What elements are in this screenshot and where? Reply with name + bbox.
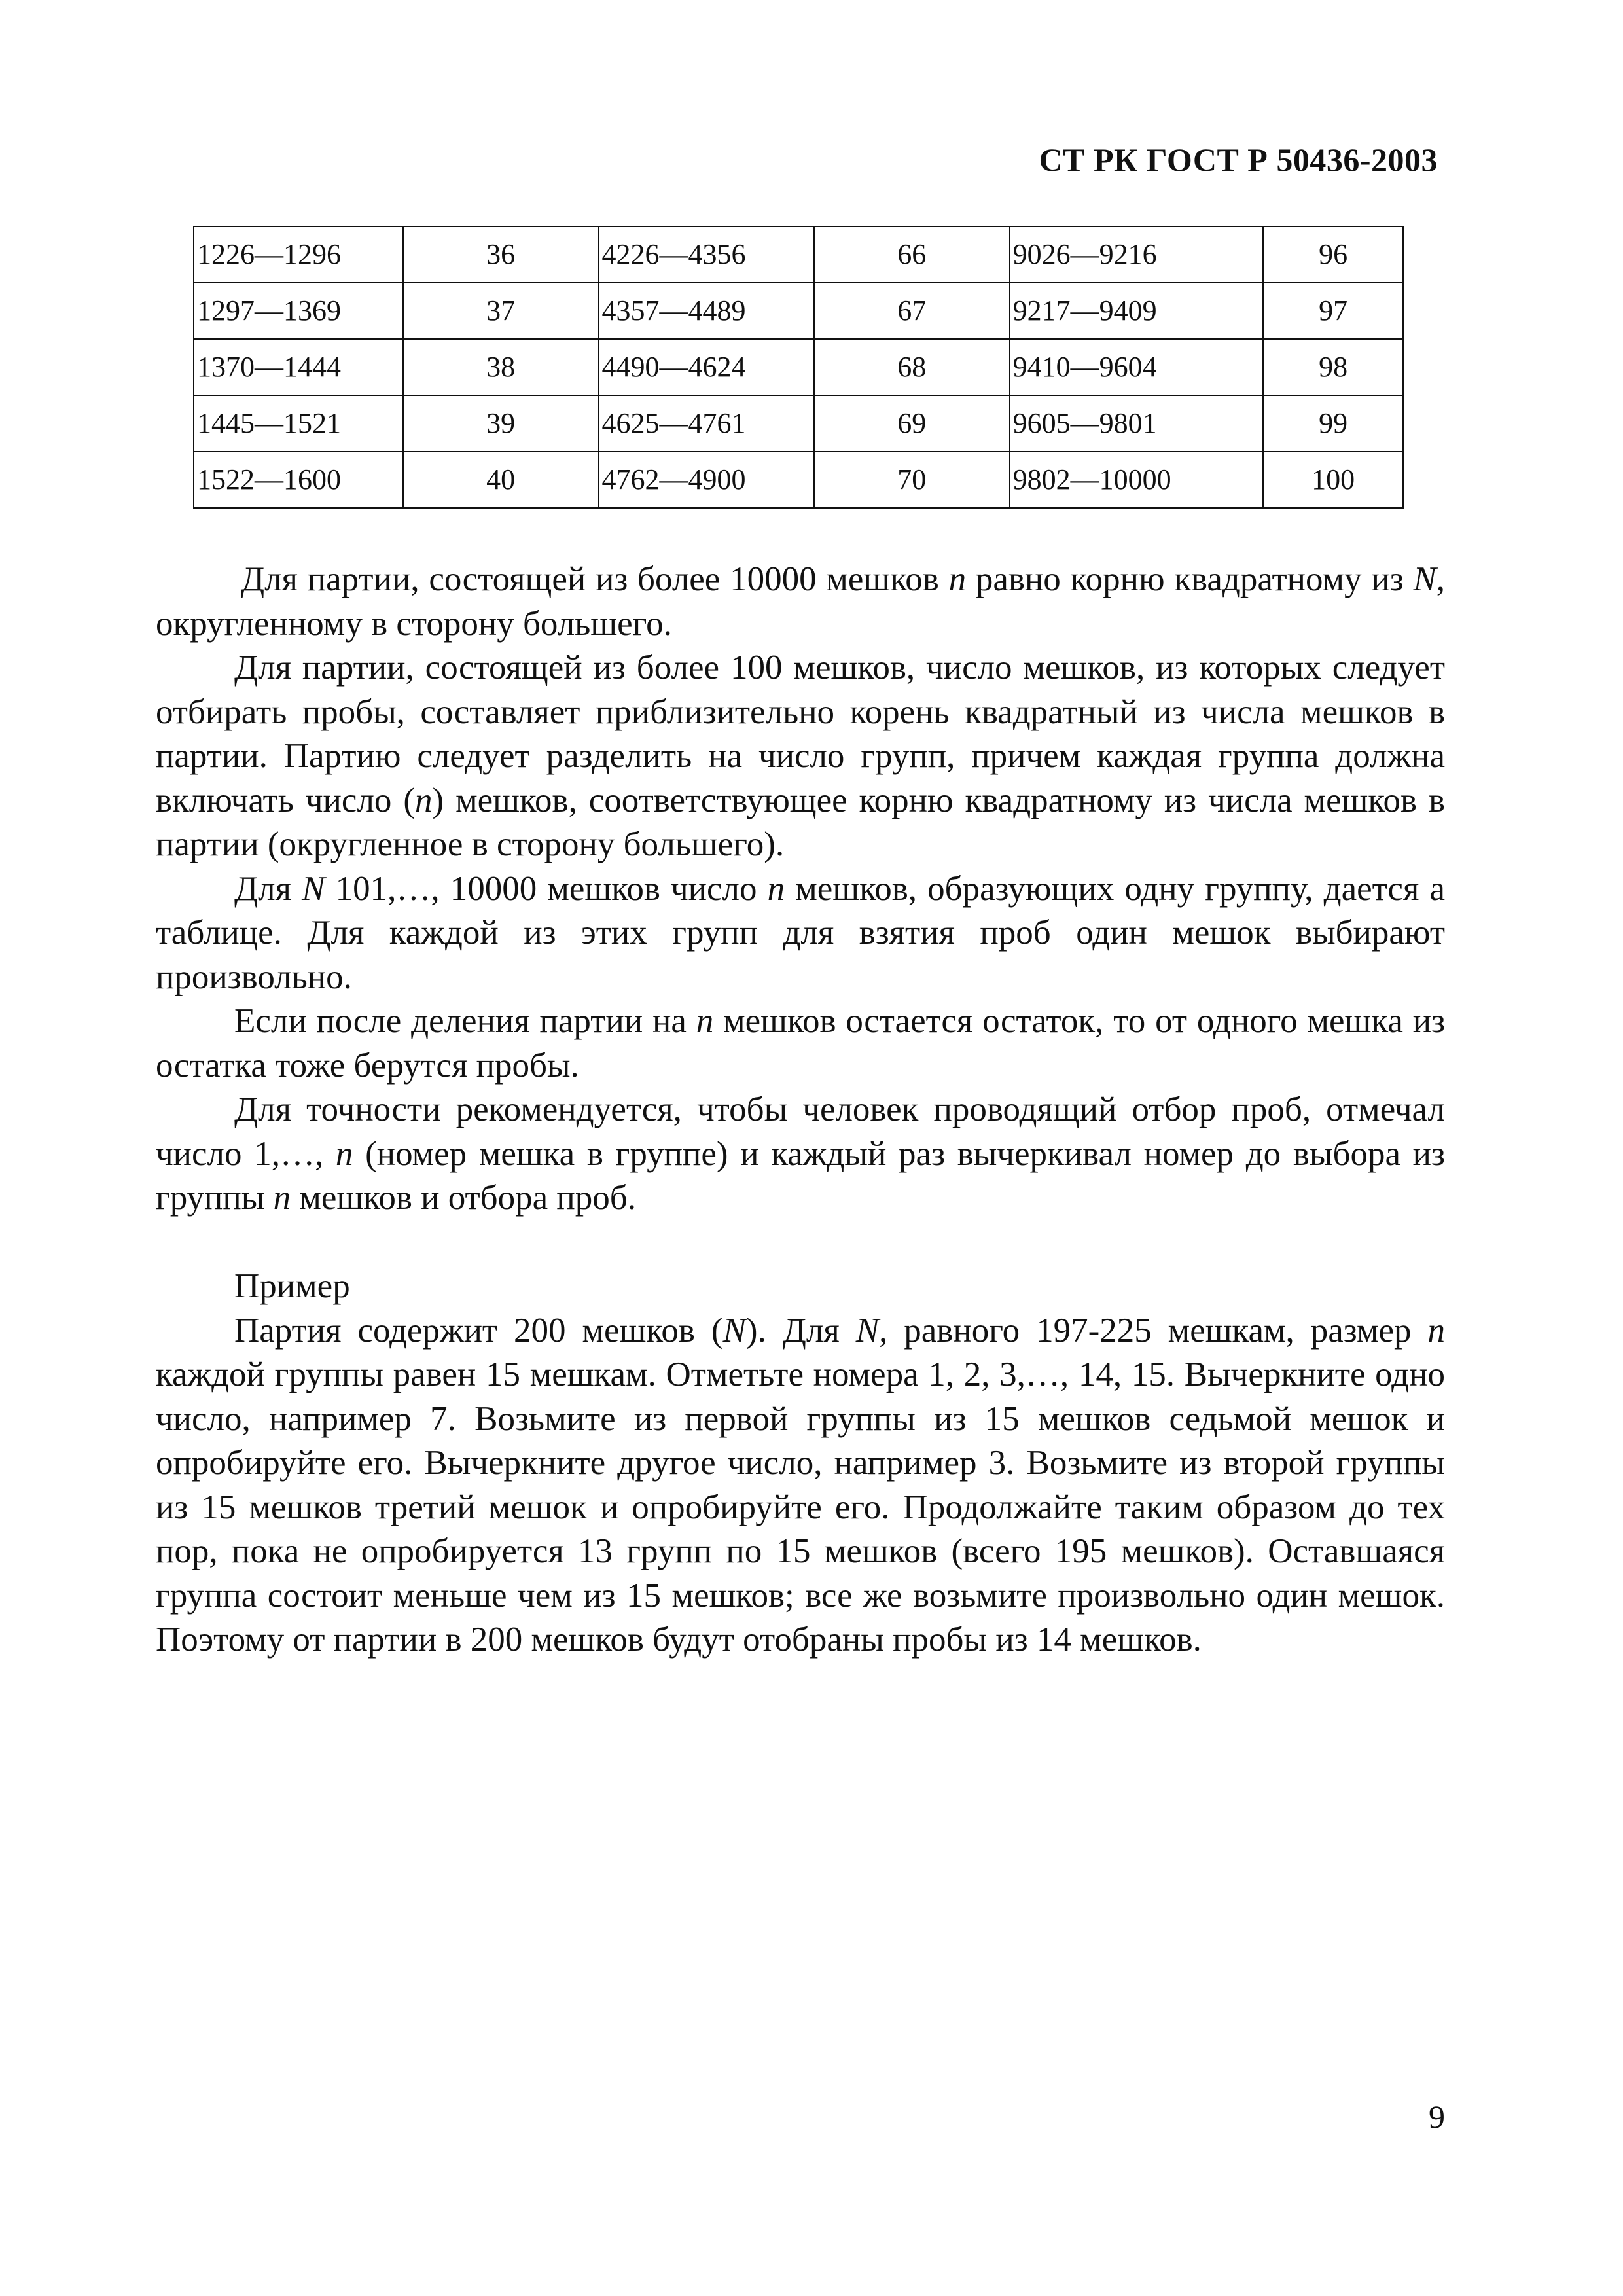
- sample-count-cell: 100: [1263, 452, 1403, 508]
- sample-size-table: [193, 226, 1404, 509]
- paragraph-4: Если после деления партии на n мешков остается остаток, то от одного мешка из остатка тоже берутся пробы.: [156, 1002, 1446, 1085]
- table-row: [194, 452, 1403, 508]
- bag-range-cell: 1226—1296: [194, 226, 403, 283]
- example-paragraph: Партия содержит 200 мешков (N). Для N, равного 197-225 мешкам, размер n каждой группы равен 15 мешкам. Отметьте номера 1, 2, 3,…, 14, 15. Вычеркните одно число, например 7. Возьмите из первой группы из 15 мешков седьмой мешок и опробируйте его. Вычеркните другое число, например 3. Возьмите из второй группы из 15 мешков третий мешок и опробируйте его. Продолжайте таким образом до тех пор, пока не опробируется 13 групп по 15 мешков (всего 195 мешков). Оставшаяся группа состоит меньше чем из 15 мешков; все же возьмите произвольно один мешок. Поэтому от партии в 200 мешков будут отобраны пробы из 14 мешков.: [156, 1311, 1445, 1659]
- paragraph-5: Для точности рекомендуется, чтобы человек проводящий отбор проб, отмечал число 1,…, n (номер мешка в группе) и каждый раз вычеркивал номер до выбора из группы n мешков и отбора проб.: [156, 1090, 1445, 1217]
- sample-count-cell: 69: [814, 395, 1010, 452]
- bag-range-cell: 9026—9216: [1010, 226, 1264, 283]
- paragraph-1: Для партии, состоящей из более 10000 мешков n равно корню квадратному из N, округленному в сторону большего.: [156, 560, 1446, 643]
- bag-range-cell: 9802—10000: [1010, 452, 1264, 508]
- bag-range-cell: 4762—4900: [599, 452, 814, 508]
- table-row: [194, 226, 1403, 283]
- sample-count-cell: 40: [403, 452, 599, 508]
- bag-range-cell: 1370—1444: [194, 339, 403, 395]
- table-row: [194, 339, 1403, 395]
- sample-count-cell: 70: [814, 452, 1010, 508]
- bag-range-cell: 9217—9409: [1010, 283, 1264, 339]
- page-number: 9: [1429, 2098, 1445, 2135]
- bag-range-cell: 1445—1521: [194, 395, 403, 452]
- sample-count-cell: 99: [1263, 395, 1403, 452]
- sample-count-cell: 38: [403, 339, 599, 395]
- sample-count-cell: 96: [1263, 226, 1403, 283]
- sample-count-cell: 68: [814, 339, 1010, 395]
- bag-range-cell: 1297—1369: [194, 283, 403, 339]
- bag-range-cell: 4357—4489: [599, 283, 814, 339]
- body-text: [156, 558, 1445, 1662]
- sample-count-cell: 36: [403, 226, 599, 283]
- bag-range-cell: 4625—4761: [599, 395, 814, 452]
- bag-range-cell: 1522—1600: [194, 452, 403, 508]
- sample-count-cell: 98: [1263, 339, 1403, 395]
- document-code-header: СТ РК ГОСТ Р 50436-2003: [1039, 141, 1438, 178]
- bag-range-cell: 9605—9801: [1010, 395, 1264, 452]
- bag-range-cell: 4490—4624: [599, 339, 814, 395]
- sample-count-cell: 66: [814, 226, 1010, 283]
- paragraph-2: Для партии, состоящей из более 100 мешков, число мешков, из которых следует отбирать пробы, составляет приблизительно корень квадратный из числа мешков в партии. Партию следует разделить на число групп, причем каждая группа должна включать число (n) мешков, соответствующее корню квадратному из числа мешков в партии (округленное в сторону большего).: [156, 649, 1445, 863]
- sample-count-cell: 39: [403, 395, 599, 452]
- table-row: [194, 395, 1403, 452]
- bag-range-cell: 9410—9604: [1010, 339, 1264, 395]
- example-heading: Пример: [234, 1267, 350, 1305]
- table-row: [194, 283, 1403, 339]
- bag-range-cell: 4226—4356: [599, 226, 814, 283]
- sample-count-cell: 37: [403, 283, 599, 339]
- sample-count-cell: 97: [1263, 283, 1403, 339]
- paragraph-3: Для N 101,…, 10000 мешков число n мешков, образующих одну группу, дается а таблице. Для каждой из этих групп для взятия проб один мешок выбирают произвольно.: [156, 869, 1445, 996]
- sample-count-cell: 67: [814, 283, 1010, 339]
